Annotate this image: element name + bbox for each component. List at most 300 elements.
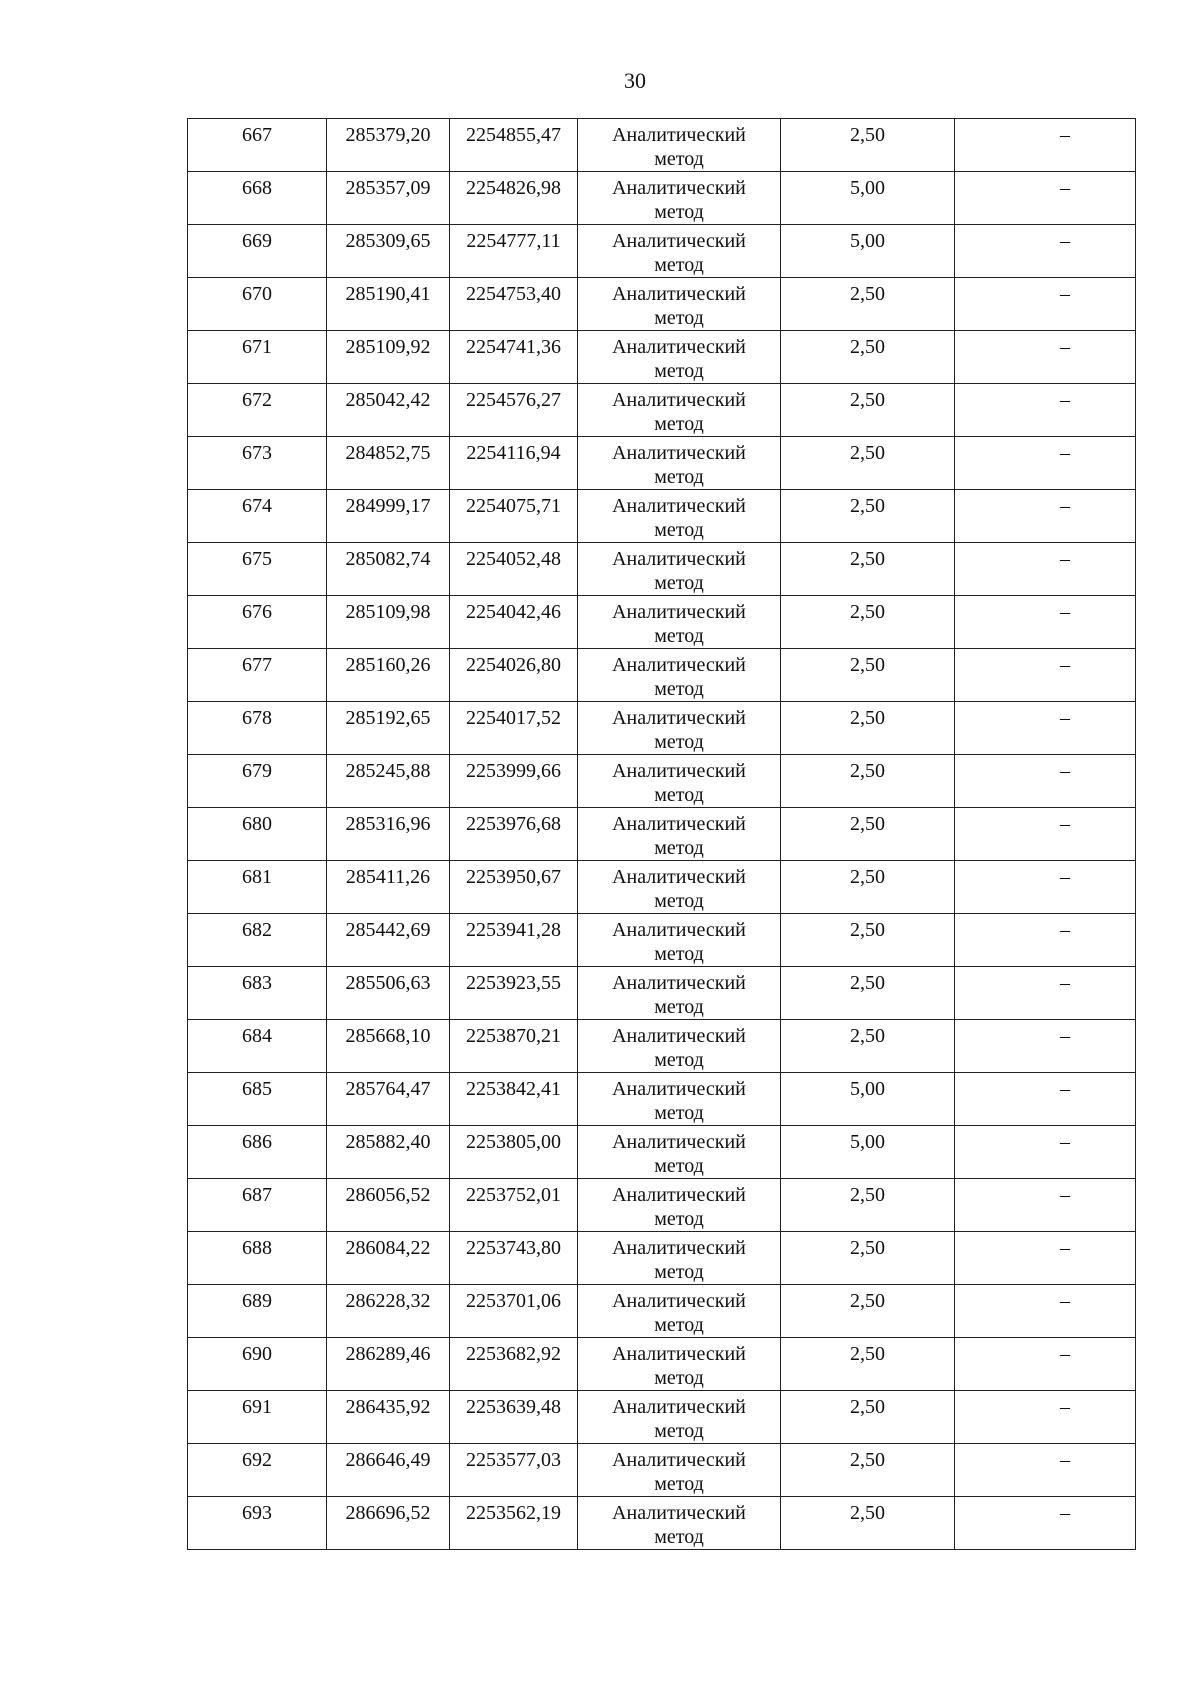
point-number-cell-text: 667: [242, 124, 272, 146]
accuracy-cell: [781, 384, 955, 437]
y-coordinate-cell-text: 2253701,06: [466, 1290, 561, 1312]
method-cell-text: Аналитический метод: [612, 707, 746, 753]
table-row: [188, 596, 1136, 649]
method-cell: [578, 1497, 781, 1550]
method-cell: [578, 1232, 781, 1285]
x-coordinate-cell: [327, 1073, 450, 1126]
point-number-cell-text: 687: [242, 1184, 272, 1206]
table-row: [188, 1232, 1136, 1285]
point-number-cell-text: 689: [242, 1290, 272, 1312]
point-number-cell: [188, 967, 327, 1020]
note-cell: [955, 808, 1136, 861]
y-coordinate-cell-text: 2253923,55: [466, 972, 561, 994]
table-row: [188, 490, 1136, 543]
accuracy-cell: [781, 1338, 955, 1391]
x-coordinate-cell: [327, 1179, 450, 1232]
accuracy-cell: [781, 861, 955, 914]
x-coordinate-cell-text: 285882,40: [345, 1131, 431, 1153]
note-cell-text: –: [1060, 1131, 1070, 1153]
point-number-cell: [188, 596, 327, 649]
x-coordinate-cell: [327, 1444, 450, 1497]
table-row: [188, 1285, 1136, 1338]
x-coordinate-cell-text: 286646,49: [345, 1449, 431, 1471]
y-coordinate-cell: [450, 437, 578, 490]
note-cell: [955, 1391, 1136, 1444]
note-cell-text: –: [1060, 866, 1070, 888]
point-number-cell: [188, 1020, 327, 1073]
x-coordinate-cell-text: 286696,52: [345, 1502, 431, 1524]
x-coordinate-cell-text: 286435,92: [345, 1396, 431, 1418]
point-number-cell: [188, 543, 327, 596]
y-coordinate-cell-text: 2253941,28: [466, 919, 561, 941]
x-coordinate-cell-text: 286289,46: [345, 1343, 431, 1365]
method-cell: [578, 543, 781, 596]
x-coordinate-cell: [327, 172, 450, 225]
table-body: [188, 119, 1136, 1550]
y-coordinate-cell-text: 2253743,80: [466, 1237, 561, 1259]
x-coordinate-cell-text: 285109,92: [345, 336, 431, 358]
method-cell: [578, 278, 781, 331]
x-coordinate-cell-text: 285411,26: [345, 866, 431, 888]
point-number-cell-text: 682: [242, 919, 272, 941]
accuracy-cell-text: 2,50: [850, 1237, 885, 1259]
table-row: [188, 861, 1136, 914]
accuracy-cell: [781, 543, 955, 596]
accuracy-cell: [781, 1285, 955, 1338]
method-cell: [578, 1020, 781, 1073]
method-cell: [578, 225, 781, 278]
accuracy-cell: [781, 225, 955, 278]
method-cell-text: Аналитический метод: [612, 283, 746, 329]
accuracy-cell: [781, 702, 955, 755]
accuracy-cell-text: 2,50: [850, 1290, 885, 1312]
y-coordinate-cell: [450, 384, 578, 437]
x-coordinate-cell: [327, 967, 450, 1020]
point-number-cell: [188, 225, 327, 278]
table-row: [188, 1073, 1136, 1126]
note-cell: [955, 331, 1136, 384]
point-number-cell-text: 674: [242, 495, 272, 517]
y-coordinate-cell: [450, 331, 578, 384]
accuracy-cell: [781, 755, 955, 808]
method-cell: [578, 1126, 781, 1179]
method-cell-text: Аналитический метод: [612, 1343, 746, 1389]
table-row: [188, 278, 1136, 331]
x-coordinate-cell-text: 286056,52: [345, 1184, 431, 1206]
accuracy-cell-text: 5,00: [850, 1078, 885, 1100]
accuracy-cell: [781, 1444, 955, 1497]
accuracy-cell-text: 2,50: [850, 1449, 885, 1471]
accuracy-cell: [781, 808, 955, 861]
accuracy-cell: [781, 1073, 955, 1126]
note-cell: [955, 914, 1136, 967]
table-row: [188, 967, 1136, 1020]
method-cell: [578, 702, 781, 755]
x-coordinate-cell-text: 285190,41: [345, 283, 431, 305]
y-coordinate-cell: [450, 1285, 578, 1338]
y-coordinate-cell-text: 2254075,71: [466, 495, 561, 517]
y-coordinate-cell-text: 2253577,03: [466, 1449, 561, 1471]
x-coordinate-cell: [327, 384, 450, 437]
accuracy-cell: [781, 1497, 955, 1550]
accuracy-cell-text: 2,50: [850, 1184, 885, 1206]
point-number-cell: [188, 331, 327, 384]
table-row: [188, 755, 1136, 808]
x-coordinate-cell: [327, 914, 450, 967]
y-coordinate-cell-text: 2254741,36: [466, 336, 561, 358]
y-coordinate-cell: [450, 490, 578, 543]
point-number-cell-text: 683: [242, 972, 272, 994]
accuracy-cell-text: 2,50: [850, 336, 885, 358]
accuracy-cell: [781, 331, 955, 384]
method-cell: [578, 119, 781, 172]
note-cell-text: –: [1060, 230, 1070, 252]
note-cell: [955, 649, 1136, 702]
point-number-cell-text: 680: [242, 813, 272, 835]
note-cell: [955, 1338, 1136, 1391]
x-coordinate-cell: [327, 225, 450, 278]
table-row: [188, 172, 1136, 225]
y-coordinate-cell: [450, 861, 578, 914]
method-cell-text: Аналитический метод: [612, 1290, 746, 1336]
method-cell-text: Аналитический метод: [612, 1078, 746, 1124]
method-cell-text: Аналитический метод: [612, 336, 746, 382]
note-cell-text: –: [1060, 124, 1070, 146]
note-cell-text: –: [1060, 177, 1070, 199]
y-coordinate-cell: [450, 596, 578, 649]
method-cell: [578, 808, 781, 861]
note-cell: [955, 1126, 1136, 1179]
point-number-cell: [188, 861, 327, 914]
x-coordinate-cell: [327, 755, 450, 808]
note-cell: [955, 384, 1136, 437]
accuracy-cell-text: 2,50: [850, 972, 885, 994]
note-cell: [955, 1073, 1136, 1126]
note-cell: [955, 1285, 1136, 1338]
note-cell-text: –: [1060, 1025, 1070, 1047]
method-cell-text: Аналитический метод: [612, 972, 746, 1018]
note-cell-text: –: [1060, 1449, 1070, 1471]
y-coordinate-cell-text: 2254826,98: [466, 177, 561, 199]
x-coordinate-cell-text: 285668,10: [345, 1025, 431, 1047]
method-cell-text: Аналитический метод: [612, 1237, 746, 1283]
method-cell: [578, 914, 781, 967]
accuracy-cell-text: 2,50: [850, 283, 885, 305]
x-coordinate-cell: [327, 1126, 450, 1179]
x-coordinate-cell-text: 285042,42: [345, 389, 431, 411]
note-cell: [955, 490, 1136, 543]
method-cell: [578, 384, 781, 437]
note-cell-text: –: [1060, 548, 1070, 570]
y-coordinate-cell-text: 2253842,41: [466, 1078, 561, 1100]
x-coordinate-cell-text: 285764,47: [345, 1078, 431, 1100]
point-number-cell: [188, 384, 327, 437]
y-coordinate-cell-text: 2254576,27: [466, 389, 561, 411]
point-number-cell-text: 692: [242, 1449, 272, 1471]
point-number-cell-text: 679: [242, 760, 272, 782]
point-number-cell-text: 681: [242, 866, 272, 888]
point-number-cell-text: 668: [242, 177, 272, 199]
y-coordinate-cell: [450, 1444, 578, 1497]
y-coordinate-cell: [450, 172, 578, 225]
method-cell: [578, 596, 781, 649]
table-row: [188, 1020, 1136, 1073]
y-coordinate-cell: [450, 1020, 578, 1073]
x-coordinate-cell-text: 285379,20: [345, 124, 431, 146]
method-cell: [578, 1391, 781, 1444]
point-number-cell: [188, 437, 327, 490]
accuracy-cell-text: 5,00: [850, 230, 885, 252]
y-coordinate-cell-text: 2253950,67: [466, 866, 561, 888]
y-coordinate-cell-text: 2254116,94: [466, 442, 561, 464]
point-number-cell: [188, 172, 327, 225]
table-row: [188, 1444, 1136, 1497]
accuracy-cell-text: 5,00: [850, 177, 885, 199]
note-cell: [955, 543, 1136, 596]
y-coordinate-cell-text: 2254855,47: [466, 124, 561, 146]
y-coordinate-cell: [450, 808, 578, 861]
table-row: [188, 331, 1136, 384]
x-coordinate-cell-text: 284999,17: [345, 495, 431, 517]
method-cell-text: Аналитический метод: [612, 230, 746, 276]
accuracy-cell: [781, 437, 955, 490]
x-coordinate-cell: [327, 278, 450, 331]
point-number-cell: [188, 649, 327, 702]
accuracy-cell: [781, 1232, 955, 1285]
accuracy-cell-text: 5,00: [850, 1131, 885, 1153]
y-coordinate-cell: [450, 914, 578, 967]
point-number-cell: [188, 1232, 327, 1285]
note-cell: [955, 1232, 1136, 1285]
method-cell: [578, 331, 781, 384]
table-row: [188, 225, 1136, 278]
point-number-cell: [188, 1179, 327, 1232]
method-cell-text: Аналитический метод: [612, 1025, 746, 1071]
accuracy-cell-text: 2,50: [850, 707, 885, 729]
point-number-cell: [188, 808, 327, 861]
note-cell: [955, 437, 1136, 490]
note-cell-text: –: [1060, 1290, 1070, 1312]
accuracy-cell-text: 2,50: [850, 813, 885, 835]
y-coordinate-cell-text: 2253870,21: [466, 1025, 561, 1047]
y-coordinate-cell-text: 2254017,52: [466, 707, 561, 729]
point-number-cell: [188, 1126, 327, 1179]
point-number-cell-text: 685: [242, 1078, 272, 1100]
method-cell-text: Аналитический метод: [612, 495, 746, 541]
y-coordinate-cell: [450, 225, 578, 278]
y-coordinate-cell-text: 2254042,46: [466, 601, 561, 623]
point-number-cell: [188, 914, 327, 967]
accuracy-cell-text: 2,50: [850, 601, 885, 623]
point-number-cell: [188, 702, 327, 755]
accuracy-cell: [781, 914, 955, 967]
x-coordinate-cell: [327, 596, 450, 649]
table-row: [188, 1391, 1136, 1444]
x-coordinate-cell-text: 285160,26: [345, 654, 431, 676]
y-coordinate-cell: [450, 1391, 578, 1444]
accuracy-cell: [781, 1126, 955, 1179]
y-coordinate-cell-text: 2254052,48: [466, 548, 561, 570]
accuracy-cell-text: 2,50: [850, 1502, 885, 1524]
note-cell-text: –: [1060, 1343, 1070, 1365]
accuracy-cell: [781, 596, 955, 649]
x-coordinate-cell: [327, 490, 450, 543]
method-cell-text: Аналитический метод: [612, 1131, 746, 1177]
point-number-cell: [188, 1073, 327, 1126]
method-cell: [578, 861, 781, 914]
y-coordinate-cell: [450, 1338, 578, 1391]
table-row: [188, 543, 1136, 596]
point-number-cell: [188, 1338, 327, 1391]
method-cell: [578, 649, 781, 702]
note-cell-text: –: [1060, 495, 1070, 517]
note-cell: [955, 1444, 1136, 1497]
point-number-cell-text: 693: [242, 1502, 272, 1524]
y-coordinate-cell: [450, 119, 578, 172]
note-cell-text: –: [1060, 1237, 1070, 1259]
method-cell: [578, 437, 781, 490]
method-cell-text: Аналитический метод: [612, 1396, 746, 1442]
method-cell-text: Аналитический метод: [612, 389, 746, 435]
method-cell-text: Аналитический метод: [612, 1502, 746, 1548]
accuracy-cell-text: 2,50: [850, 442, 885, 464]
y-coordinate-cell: [450, 967, 578, 1020]
method-cell-text: Аналитический метод: [612, 919, 746, 965]
table-row: [188, 119, 1136, 172]
accuracy-cell-text: 2,50: [850, 919, 885, 941]
y-coordinate-cell-text: 2253999,66: [466, 760, 561, 782]
method-cell: [578, 1338, 781, 1391]
point-number-cell-text: 676: [242, 601, 272, 623]
note-cell: [955, 967, 1136, 1020]
x-coordinate-cell-text: 286084,22: [345, 1237, 431, 1259]
note-cell-text: –: [1060, 760, 1070, 782]
note-cell-text: –: [1060, 972, 1070, 994]
method-cell-text: Аналитический метод: [612, 1449, 746, 1495]
accuracy-cell: [781, 1179, 955, 1232]
x-coordinate-cell: [327, 808, 450, 861]
point-number-cell-text: 688: [242, 1237, 272, 1259]
method-cell-text: Аналитический метод: [612, 601, 746, 647]
method-cell-text: Аналитический метод: [612, 813, 746, 859]
method-cell-text: Аналитический метод: [612, 548, 746, 594]
point-number-cell-text: 673: [242, 442, 272, 464]
accuracy-cell-text: 2,50: [850, 1025, 885, 1047]
x-coordinate-cell-text: 285506,63: [345, 972, 431, 994]
point-number-cell-text: 678: [242, 707, 272, 729]
y-coordinate-cell: [450, 543, 578, 596]
table-row: [188, 384, 1136, 437]
x-coordinate-cell: [327, 1391, 450, 1444]
table-row: [188, 1179, 1136, 1232]
accuracy-cell: [781, 649, 955, 702]
accuracy-cell-text: 2,50: [850, 1343, 885, 1365]
x-coordinate-cell-text: 284852,75: [345, 442, 431, 464]
accuracy-cell: [781, 119, 955, 172]
y-coordinate-cell: [450, 1497, 578, 1550]
y-coordinate-cell: [450, 702, 578, 755]
y-coordinate-cell: [450, 649, 578, 702]
note-cell: [955, 1020, 1136, 1073]
y-coordinate-cell-text: 2254026,80: [466, 654, 561, 676]
accuracy-cell: [781, 278, 955, 331]
table-row: [188, 702, 1136, 755]
x-coordinate-cell: [327, 1497, 450, 1550]
x-coordinate-cell-text: 285192,65: [345, 707, 431, 729]
method-cell: [578, 1179, 781, 1232]
method-cell: [578, 1285, 781, 1338]
method-cell-text: Аналитический метод: [612, 760, 746, 806]
accuracy-cell: [781, 1020, 955, 1073]
y-coordinate-cell-text: 2253976,68: [466, 813, 561, 835]
x-coordinate-cell-text: 285082,74: [345, 548, 431, 570]
y-coordinate-cell-text: 2253682,92: [466, 1343, 561, 1365]
method-cell: [578, 967, 781, 1020]
method-cell: [578, 1444, 781, 1497]
y-coordinate-cell: [450, 755, 578, 808]
table-row: [188, 649, 1136, 702]
point-number-cell: [188, 490, 327, 543]
x-coordinate-cell: [327, 861, 450, 914]
y-coordinate-cell: [450, 1073, 578, 1126]
note-cell-text: –: [1060, 1078, 1070, 1100]
note-cell: [955, 1179, 1136, 1232]
table-row: [188, 808, 1136, 861]
y-coordinate-cell: [450, 278, 578, 331]
note-cell: [955, 278, 1136, 331]
note-cell-text: –: [1060, 601, 1070, 623]
point-number-cell: [188, 1497, 327, 1550]
table-row: [188, 1126, 1136, 1179]
table-row: [188, 437, 1136, 490]
table-row: [188, 1338, 1136, 1391]
point-number-cell-text: 675: [242, 548, 272, 570]
method-cell-text: Аналитический метод: [612, 124, 746, 170]
note-cell: [955, 172, 1136, 225]
x-coordinate-cell-text: 285357,09: [345, 177, 431, 199]
x-coordinate-cell: [327, 1020, 450, 1073]
note-cell-text: –: [1060, 654, 1070, 676]
x-coordinate-cell: [327, 1285, 450, 1338]
accuracy-cell: [781, 967, 955, 1020]
method-cell: [578, 490, 781, 543]
method-cell: [578, 1073, 781, 1126]
y-coordinate-cell-text: 2253562,19: [466, 1502, 561, 1524]
point-number-cell: [188, 1285, 327, 1338]
point-number-cell-text: 691: [242, 1396, 272, 1418]
x-coordinate-cell: [327, 437, 450, 490]
method-cell-text: Аналитический метод: [612, 866, 746, 912]
point-number-cell: [188, 119, 327, 172]
x-coordinate-cell-text: 285309,65: [345, 230, 431, 252]
point-number-cell-text: 677: [242, 654, 272, 676]
x-coordinate-cell: [327, 331, 450, 384]
point-number-cell-text: 670: [242, 283, 272, 305]
y-coordinate-cell: [450, 1126, 578, 1179]
note-cell-text: –: [1060, 813, 1070, 835]
note-cell: [955, 861, 1136, 914]
note-cell-text: –: [1060, 1184, 1070, 1206]
note-cell-text: –: [1060, 389, 1070, 411]
method-cell: [578, 172, 781, 225]
y-coordinate-cell-text: 2253805,00: [466, 1131, 561, 1153]
note-cell-text: –: [1060, 283, 1070, 305]
accuracy-cell-text: 2,50: [850, 389, 885, 411]
y-coordinate-cell: [450, 1179, 578, 1232]
point-number-cell: [188, 278, 327, 331]
method-cell: [578, 755, 781, 808]
x-coordinate-cell: [327, 702, 450, 755]
